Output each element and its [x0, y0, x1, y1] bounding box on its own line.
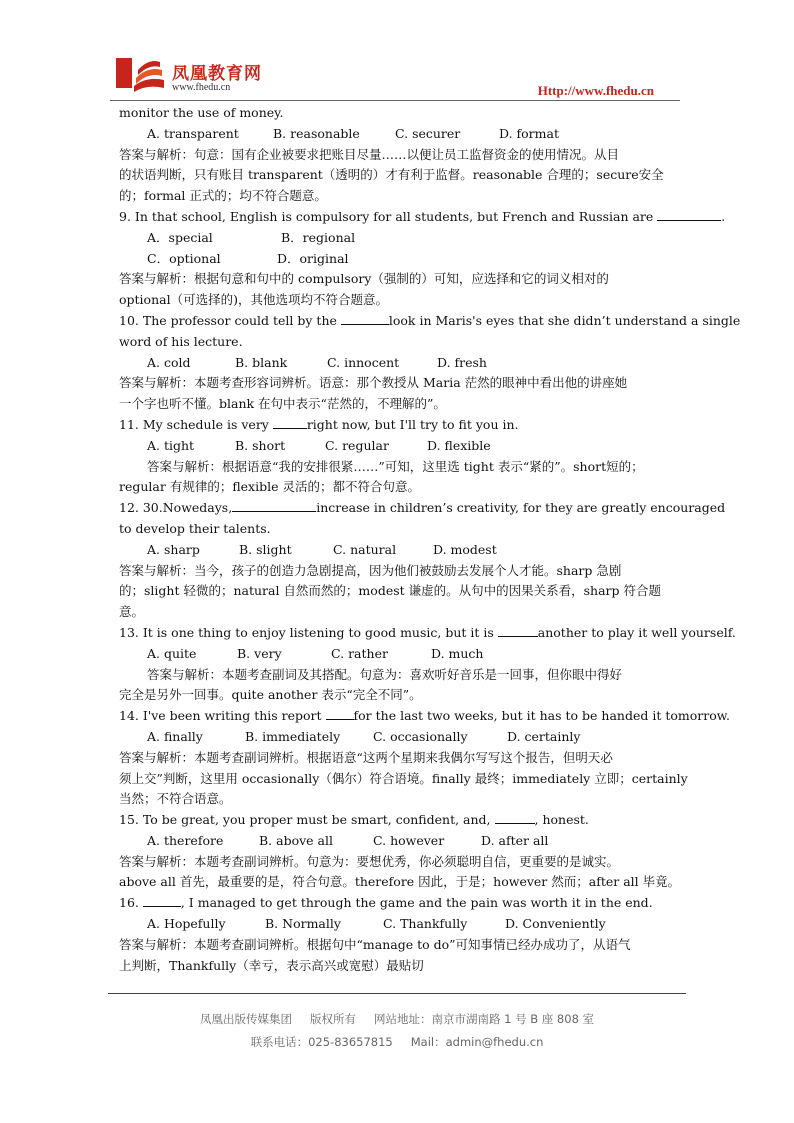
option: B. above all — [259, 832, 333, 848]
option: C. natural — [333, 541, 397, 557]
footer-info — [0, 1011, 794, 1027]
options-row-q11 — [119, 436, 679, 457]
option: A. cold — [147, 354, 191, 370]
answer-blank — [657, 208, 721, 221]
text-line: 答案与解析：本题考查副词及其搭配。句意为：喜欢听好音乐是一回事，但你眼中得好 — [147, 666, 623, 682]
text-line: 当然；不符合语意。 — [119, 791, 232, 807]
header-divider — [110, 100, 680, 101]
answer-blank — [143, 894, 181, 907]
footer-contact — [0, 1034, 794, 1050]
question-12: 12. 30.Nowedays, increase in children’s creativity, for they are greatly encouraged — [119, 500, 726, 516]
options-row-q13 — [119, 644, 679, 665]
text-line: optional（可选择的)，其他选项均不符合题意。 — [119, 292, 388, 308]
question-9: 9. In that school, English is compulsory for all students, but French and Russian are . — [119, 208, 726, 224]
option: A. sharp — [147, 541, 200, 557]
text-line: 答案与解析：根据句意和句中的 compulsory（强制的）可知，应选择和它的词义相对的 — [119, 271, 609, 287]
answer-blank — [273, 416, 307, 429]
answer-blank — [326, 707, 354, 720]
text-line: regular 有规律的；flexible 灵活的；都不符合句意。 — [119, 479, 420, 495]
option: B. immediately — [245, 728, 341, 744]
text-line: 的状语判断，只有账目 transparent（透明的）才有利于监督。reasonable 合理的；secure安全 — [119, 167, 664, 183]
option: B. reasonable — [273, 125, 360, 141]
option: A. finally — [147, 728, 203, 744]
option: C．optional — [147, 250, 221, 266]
option: A. therefore — [147, 832, 224, 848]
option: A. Hopefully — [147, 916, 226, 932]
text-line: to develop their talents. — [119, 520, 271, 536]
options-row-q14 — [119, 727, 679, 748]
text-line: 答案与解析：本题考查形容词辨析。语意：那个教授从 Maria 茫然的眼神中看出他的讲座她 — [119, 375, 628, 391]
footer-rights: 版权所有 — [309, 1012, 356, 1026]
option: C. securer — [395, 125, 461, 141]
options-row-q12 — [119, 540, 679, 561]
option: D．original — [277, 250, 349, 266]
option: D. much — [431, 645, 484, 661]
option: A. quite — [147, 645, 197, 661]
text-line: 的；slight 轻微的；natural 自然而然的；modest 谦虚的。从句中的因果关系看，sharp 符合题 — [119, 583, 661, 599]
option: D. modest — [433, 541, 497, 557]
option: B．regional — [281, 229, 356, 245]
question-14: 14. I've been writing this report for the last two weeks, but it has to be handed it tomorrow. — [119, 708, 730, 724]
footer-address: 网站地址：南京市湖南路 1 号 B 座 808 室 — [373, 1012, 595, 1026]
options-row-q16 — [119, 914, 679, 935]
option: D. certainly — [507, 728, 581, 744]
text-line: 意。 — [119, 604, 145, 620]
option: C. occasionally — [373, 728, 468, 744]
option: D. flexible — [427, 437, 491, 453]
footer-mail[interactable]: Mail：admin@fhedu.cn — [410, 1035, 544, 1049]
question-15: 15. To be great, you proper must be smart, confident, and, , honest. — [119, 812, 589, 828]
answer-blank — [232, 499, 316, 512]
option: D. Conveniently — [505, 916, 606, 932]
option: A. transparent — [147, 125, 239, 141]
option: C. Thankfully — [383, 916, 468, 932]
options-row-q15 — [119, 831, 679, 852]
text-line: monitor the use of money. — [119, 105, 284, 120]
text-line: word of his lecture. — [119, 333, 243, 349]
option: B. short — [235, 437, 286, 453]
logo-name: 凤凰教育网 — [172, 64, 262, 84]
book-logo-icon — [114, 56, 166, 94]
option: C. however — [373, 832, 445, 848]
text-line: 须上交”判断，这里用 occasionally（偶尔）符合语境。finally 最终；immediately 立即；certainly — [119, 770, 688, 786]
question-13: 13. It is one thing to enjoy listening to good music, but it is another to play it well yourself. — [119, 624, 736, 640]
option: B. blank — [235, 354, 288, 370]
option: C. rather — [331, 645, 388, 661]
footer-publisher: 凤凰出版传媒集团 — [199, 1012, 292, 1026]
document-body — [119, 103, 741, 976]
question-11: 11. My schedule is very right now, but I'll try to fit you in. — [119, 416, 519, 432]
text-line: 答案与解析：本题考查副词辨析。句意为：要想优秀，你必须聪明自信，更重要的是诚实。 — [119, 853, 620, 869]
option: B. slight — [239, 541, 292, 557]
option: C. innocent — [327, 354, 400, 370]
page-header — [110, 50, 680, 102]
option: C. regular — [325, 437, 389, 453]
footer-phone: 联系电话：025-83657815 — [250, 1035, 393, 1049]
answer-blank — [341, 312, 389, 325]
text-line: 答案与解析：根据语意“我的安排很紧……”可知，这里选 tight 表示“紧的”。short短的； — [147, 458, 644, 474]
question-16: 16. , I managed to get through the game and the pain was worth it in the end. — [119, 895, 653, 911]
option: B. Normally — [265, 916, 341, 932]
text-line: 答案与解析：当今，孩子的创造力急剧提高，因为他们被鼓励去发展个人才能。sharp 急剧 — [119, 562, 622, 578]
text-line: above all 首先，最重要的是，符合句意。therefore 因此，于是；however 然而；after all 毕竟。 — [119, 874, 681, 890]
option: D. format — [499, 125, 559, 141]
text-line: 上判断，Thankfully（幸亏，表示高兴或宽慰）最贴切 — [119, 957, 424, 973]
site-url-link[interactable]: Http://www.fhedu.cn — [537, 83, 654, 98]
option: B. very — [237, 645, 282, 661]
text-line: 答案与解析：句意：国有企业被要求把账目尽量……以便让员工监督资金的使用情况。从目 — [119, 146, 620, 162]
question-10: 10. The professor could tell by the look in Maris's eyes that she didn’t understand a single — [119, 312, 741, 328]
footer-divider — [108, 993, 686, 994]
answer-blank — [495, 811, 535, 824]
text-line: 答案与解析：本题考查副词辨析。根据语意“这两个星期来我偶尔写写这个报告，但明天必 — [119, 749, 613, 765]
option: A. tight — [147, 437, 195, 453]
options-row-q8 — [119, 124, 679, 145]
text-line: 答案与解析：本题考查副词辨析。根据句中“manage to do”可知事情已经办成功了，从语气 — [119, 936, 631, 952]
text-line: 一个字也听不懂。blank 在句中表示“茫然的，不理解的”。 — [119, 396, 446, 412]
text-line: 完全是另外一回事。quite another 表示“完全不同”。 — [119, 687, 422, 703]
option: A．special — [147, 229, 213, 245]
options-row-q10 — [119, 353, 679, 374]
text-line: 的；formal 正式的；均不符合题意。 — [119, 188, 327, 204]
options-row-q9-ab — [119, 228, 679, 249]
options-row-q9-cd — [119, 249, 679, 270]
option: D. after all — [481, 832, 549, 848]
answer-blank — [498, 624, 538, 637]
logo-url: www.fhedu.cn — [172, 82, 231, 93]
option: D. fresh — [437, 354, 487, 370]
